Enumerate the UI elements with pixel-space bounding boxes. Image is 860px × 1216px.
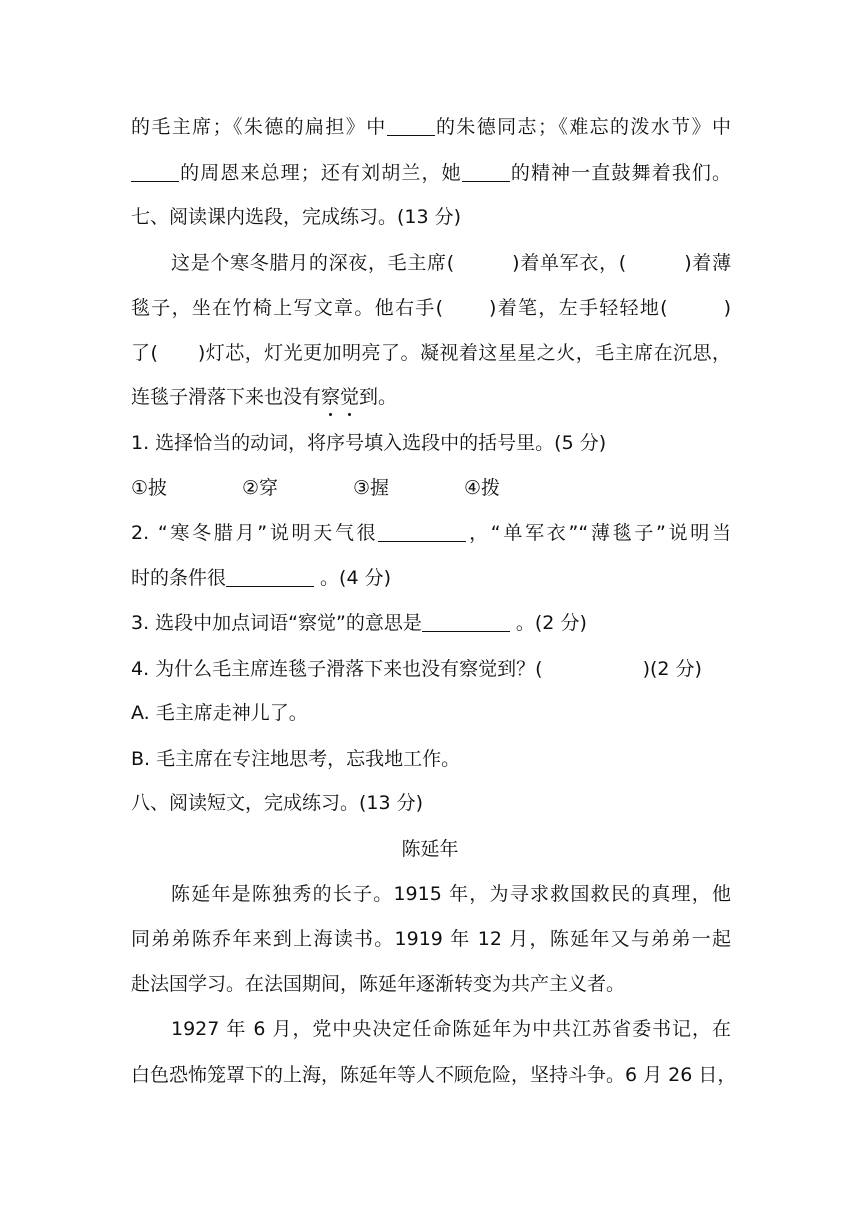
question-2: 2. “寒冬腊月”说明天气很 ，“单军衣”“薄毯子”说明当: [131, 522, 732, 544]
section-8-heading: 八、阅读短文，完成练习。(13 分): [131, 792, 424, 814]
text-line: 的周恩来总理；还有刘胡兰，她 的精神一直鼓舞着我们。: [131, 159, 731, 187]
fill-blank[interactable]: [131, 161, 179, 182]
text-line: 的毛主席；《朱德的扁担》中 的朱德同志；《难忘的泼水节》中: [131, 116, 731, 138]
option-item: ④拨: [464, 477, 501, 499]
option-item: ②穿: [242, 477, 279, 499]
passage-line: 连毯子滑落下来也没有察觉到。: [131, 383, 731, 411]
option-item: ③握: [353, 477, 390, 499]
passage-line: 了( )灯芯，灯光更加明亮了。凝视着这星星之火，毛主席在沉思，: [131, 342, 731, 364]
article-line: 同弟弟陈乔年来到上海读书。1919 年 12 月，陈延年又与弟弟一起: [131, 928, 731, 950]
fill-blank[interactable]: [387, 115, 435, 136]
dotted-char: 察: [321, 383, 340, 411]
option-item: ①披: [131, 477, 168, 499]
article-line: 陈延年是陈独秀的长子。1915 年，为寻求救国救民的真理，他: [171, 883, 731, 905]
passage-line: 这是个寒冬腊月的深夜，毛主席( )着单军衣，( )着薄: [171, 252, 731, 274]
question-2-cont: 时的条件很 。(4 分): [131, 567, 392, 589]
article-line: 1927 年 6 月，党中央决定任命陈延年为中共江苏省委书记，在: [171, 1018, 731, 1040]
question-1: 1. 选择恰当的动词，将序号填入选段中的括号里。(5 分): [131, 432, 607, 454]
question-3: 3. 选段中加点词语“察觉”的意思是 。(2 分): [131, 612, 587, 634]
options-row: [131, 474, 731, 502]
dotted-char: 觉: [340, 383, 359, 411]
article-line: 白色恐怖笼罩下的上海，陈延年等人不顾危险，坚持斗争。6 月 26 日，: [131, 1064, 737, 1086]
fill-blank[interactable]: [226, 566, 314, 587]
fill-blank[interactable]: [462, 161, 510, 182]
section-7-heading: 七、阅读课内选段，完成练习。(13 分): [131, 206, 462, 228]
choice-a[interactable]: A. 毛主席走神儿了。: [131, 702, 308, 724]
question-4: 4. 为什么毛主席连毯子滑落下来也没有察觉到？( )(2 分): [131, 658, 702, 680]
article-title: 陈延年: [401, 838, 459, 860]
choice-b[interactable]: B. 毛主席在专注地思考，忘我地工作。: [131, 748, 461, 770]
article-line: 赴法国学习。在法国期间，陈延年逐渐转变为共产主义者。: [131, 973, 626, 995]
fill-blank[interactable]: [378, 521, 466, 542]
fill-blank[interactable]: [422, 611, 510, 632]
passage-line: 毯子，坐在竹椅上写文章。他右手( )着笔，左手轻轻地( ): [131, 297, 731, 319]
